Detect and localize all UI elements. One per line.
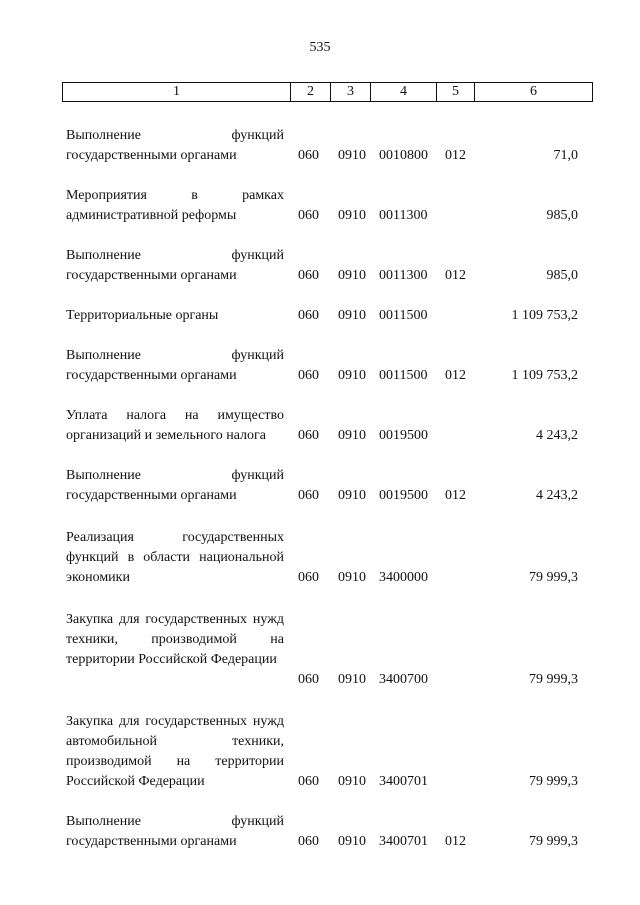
row-code-article: 0010800 [379,148,428,163]
row-amount: 1 109 753,2 [511,308,578,323]
row-code-article: 0011300 [379,268,428,283]
row-code-ministry: 060 [298,834,319,849]
row-code-ministry: 060 [298,672,319,687]
table-row [62,186,592,226]
row-amount: 4 243,2 [536,488,578,503]
row-name: Закупка для государственных нужд автомобильной техники, производимой на территории Российской Федерации [66,714,284,789]
row-code-article: 0011500 [379,308,428,323]
row-code-ministry: 060 [298,428,319,443]
row-code-section: 0910 [338,368,366,383]
row-code-expense-type: 012 [445,148,466,163]
row-amount: 71,0 [553,148,578,163]
row-code-ministry: 060 [298,208,319,223]
row-code-article: 0011300 [379,208,428,223]
row-name: Выполнение функций государственными органами [66,814,284,849]
table-row [62,610,592,690]
table-row [62,246,592,286]
row-amount: 4 243,2 [536,428,578,443]
row-amount: 985,0 [546,208,578,223]
row-amount: 985,0 [546,268,578,283]
row-amount: 79 999,3 [529,672,578,687]
column-header-table [62,82,593,102]
row-name: Выполнение функций государственными органами [66,248,284,283]
table-row [62,528,592,588]
row-code-section: 0910 [338,268,366,283]
row-name: Выполнение функций государственными органами [66,348,284,383]
table-row [62,346,592,386]
row-code-article: 0019500 [379,428,428,443]
row-name: Выполнение функций государственными органами [66,468,284,503]
row-name: Уплата налога на имущество организаций и земельного налога [66,408,284,443]
row-code-ministry: 060 [298,774,319,789]
row-code-expense-type: 012 [445,834,466,849]
table-row [62,712,592,792]
table-row [62,406,592,446]
row-code-section: 0910 [338,774,366,789]
table-row [62,306,592,326]
row-name: Выполнение функций государственными органами [66,128,284,163]
column-header-2: 2 [291,83,331,102]
column-header-1: 1 [63,83,291,102]
row-code-section: 0910 [338,834,366,849]
table-row [62,126,592,166]
row-amount: 1 109 753,2 [511,368,578,383]
row-code-expense-type: 012 [445,268,466,283]
row-code-section: 0910 [338,488,366,503]
row-code-section: 0910 [338,148,366,163]
row-code-section: 0910 [338,208,366,223]
row-name: Мероприятия в рамках административной реформы [66,188,284,223]
row-code-ministry: 060 [298,268,319,283]
column-header-row [63,83,593,102]
row-name: Закупка для государственных нужд техники, производимой на территории Российской Федерации [66,612,284,667]
row-code-section: 0910 [338,570,366,585]
row-name: Реализация государственных функций в области национальной экономики [66,530,284,585]
row-code-section: 0910 [338,672,366,687]
row-code-ministry: 060 [298,368,319,383]
table-row [62,466,592,506]
row-code-article: 3400700 [379,672,428,687]
row-code-article: 0019500 [379,488,428,503]
row-code-article: 0011500 [379,368,428,383]
column-header-6: 6 [475,83,593,102]
row-code-ministry: 060 [298,488,319,503]
row-amount: 79 999,3 [529,834,578,849]
row-amount: 79 999,3 [529,774,578,789]
row-code-ministry: 060 [298,148,319,163]
row-code-section: 0910 [338,308,366,323]
row-code-ministry: 060 [298,570,319,585]
row-code-expense-type: 012 [445,368,466,383]
column-header-5: 5 [437,83,475,102]
row-code-expense-type: 012 [445,488,466,503]
page-number: 535 [309,40,331,55]
row-code-article: 3400000 [379,570,428,585]
row-code-ministry: 060 [298,308,319,323]
row-name: Территориальные органы [66,308,219,323]
row-code-article: 3400701 [379,834,428,849]
table-row [62,812,592,852]
row-code-section: 0910 [338,428,366,443]
column-header-4: 4 [371,83,437,102]
row-code-article: 3400701 [379,774,428,789]
row-amount: 79 999,3 [529,570,578,585]
column-header-3: 3 [331,83,371,102]
